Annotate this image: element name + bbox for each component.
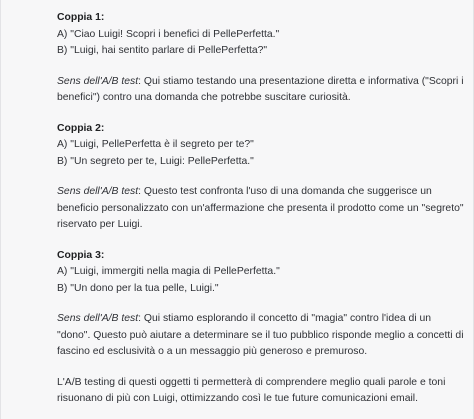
pair-1-note	[57, 74, 467, 107]
pair-2-note	[57, 184, 467, 234]
pair-3-option-a: A) "Luigi, immergiti nella magia di PellePerfetta."	[57, 266, 280, 277]
pair-2-note-label: Sens dell'A/B test	[57, 186, 139, 197]
pair-3-option-b: B) "Un dono per la tua pelle, Luigi."	[57, 282, 219, 294]
pair-1	[57, 10, 467, 60]
pair-1-note-label: Sens dell'A/B test	[57, 75, 139, 87]
pair-1-option-a: A) "Ciao Luigi! Scopri i benefici di PellePerfetta."	[57, 28, 280, 40]
pair-2	[57, 121, 467, 171]
pair-3-title: Coppia 3:	[57, 249, 105, 261]
pair-3	[57, 248, 467, 298]
conclusion-paragraph: L'A/B testing di questi oggetti ti permetterà di comprendere meglio quali parole e toni risuonano di più con Luigi, ottimizzando così le tue future comunicazioni email.	[57, 376, 446, 404]
pair-3-note-label: Sens dell'A/B test	[57, 313, 139, 324]
pair-3-note-text: : Qui stiamo esplorando il concetto di "magia" contro l'idea di un "dono". Questo può aiutare a determinare se il tuo pubblico risponde meglio a concetti di fascino ed esclusività o a un messaggio più generoso e premuroso.	[57, 313, 464, 357]
pair-3-note	[57, 311, 467, 361]
pair-2-title: Coppia 2:	[57, 122, 105, 134]
pair-1-title: Coppia 1:	[57, 12, 105, 23]
pair-2-option-b: B) "Un segreto per te, Luigi: PellePerfetta."	[57, 155, 254, 167]
pair-1-note-text: : Qui stiamo testando una presentazione diretta e informativa ("Scopri i benefici") contro una domanda che potrebbe suscitare curiosità.	[57, 75, 464, 103]
pair-2-note-text: : Questo test confronta l'uso di una domanda che suggerisce un beneficio personalizzato con un'affermazione che presenta il prodotto come un "segreto" riservato per Luigi.	[57, 186, 464, 230]
message-content	[57, 10, 467, 408]
pair-2-option-a: A) "Luigi, PellePerfetta è il segreto per te?"	[57, 139, 254, 150]
pair-1-option-b: B) "Luigi, hai sentito parlare di PellePerfetta?"	[57, 45, 268, 56]
